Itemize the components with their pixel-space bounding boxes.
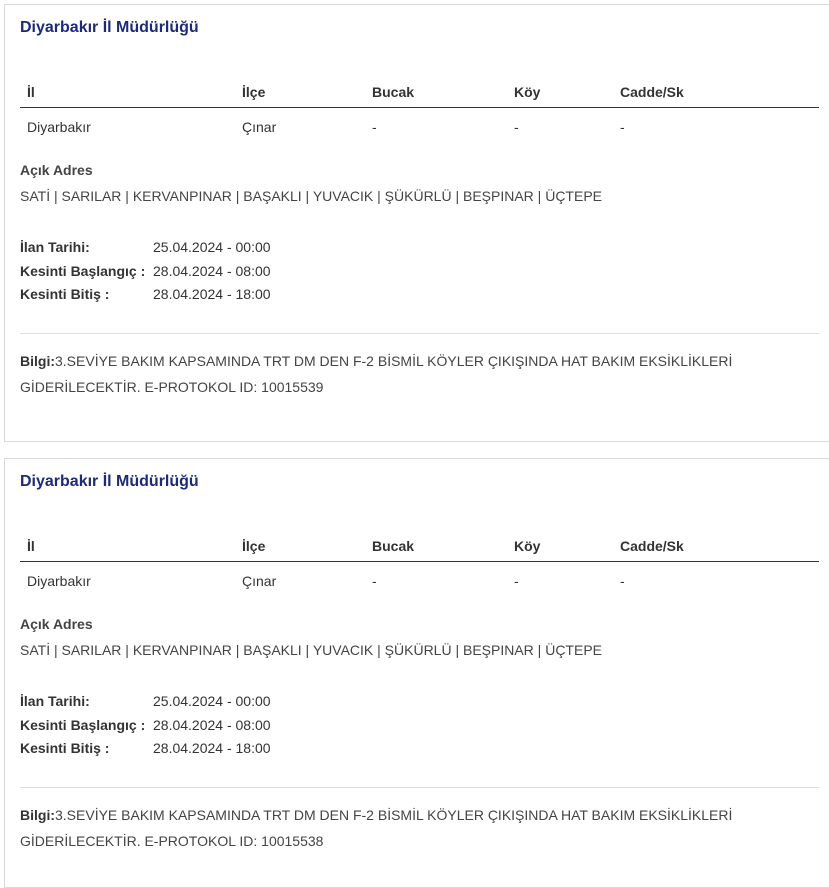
announce-date-value: 25.04.2024 - 00:00 <box>153 239 271 255</box>
outage-start-label: Kesinti Başlangıç : <box>20 716 146 733</box>
header-il: İl <box>27 84 35 100</box>
address-text: SATİ | SARILAR | KERVANPINAR | BAŞAKLI | YUVACIK | ŞÜKÜRLÜ | BEŞPINAR | ÜÇTEPE <box>20 188 602 204</box>
info-label: Bilgi: <box>20 353 55 369</box>
header-cadde: Cadde/Sk <box>620 538 684 554</box>
announce-date-value: 25.04.2024 - 00:00 <box>153 693 271 709</box>
outage-start-label: Kesinti Başlangıç : <box>20 262 146 279</box>
outage-card <box>4 458 829 888</box>
header-cadde: Cadde/Sk <box>620 84 684 100</box>
announce-date-label: İlan Tarihi: <box>20 693 90 709</box>
announce-date-label: İlan Tarihi: <box>20 239 90 255</box>
header-bucak: Bucak <box>372 84 415 100</box>
cell-ilce: Çınar <box>242 573 277 589</box>
table-row <box>20 562 819 596</box>
table-header <box>20 77 819 108</box>
outage-end-label: Kesinti Bitiş : <box>20 286 110 302</box>
header-koy: Köy <box>514 84 541 100</box>
table-row <box>20 108 819 142</box>
outage-start-value: 28.04.2024 - 08:00 <box>153 716 271 733</box>
address-text: SATİ | SARILAR | KERVANPINAR | BAŞAKLI | YUVACIK | ŞÜKÜRLÜ | BEŞPINAR | ÜÇTEPE <box>20 642 602 658</box>
header-koy: Köy <box>514 538 541 554</box>
address-label: Açık Adres <box>20 616 93 632</box>
cell-il: Diyarbakır <box>27 119 91 135</box>
cell-bucak: - <box>372 119 377 135</box>
header-ilce: İlçe <box>242 84 266 100</box>
outage-end-label: Kesinti Bitiş : <box>20 740 110 756</box>
location-table <box>20 531 819 596</box>
outage-start-value: 28.04.2024 - 08:00 <box>153 262 271 279</box>
cell-il: Diyarbakır <box>27 573 91 589</box>
info-body: 3.SEVİYE BAKIM KAPSAMINDA TRT DM DEN F-2 BİSMİL KÖYLER ÇIKIŞINDA HAT BAKIM EKSİKLİKLERİ GİDERİLECEKTİR. E-PROTOKOL ID: 10015538 <box>20 807 733 849</box>
cell-koy: - <box>514 119 519 135</box>
cell-ilce: Çınar <box>242 119 277 135</box>
info-text <box>20 348 805 400</box>
cell-bucak: - <box>372 573 377 589</box>
info-text <box>20 802 805 854</box>
cell-cadde: - <box>620 573 625 589</box>
divider <box>20 333 819 334</box>
location-table <box>20 77 819 142</box>
header-il: İl <box>27 538 35 554</box>
divider <box>20 787 819 788</box>
outage-card <box>4 4 829 442</box>
header-ilce: İlçe <box>242 538 266 554</box>
address-label: Açık Adres <box>20 162 93 178</box>
info-body: 3.SEVİYE BAKIM KAPSAMINDA TRT DM DEN F-2 BİSMİL KÖYLER ÇIKIŞINDA HAT BAKIM EKSİKLİKLERİ GİDERİLECEKTİR. E-PROTOKOL ID: 10015539 <box>20 353 733 395</box>
info-label: Bilgi: <box>20 807 55 823</box>
cell-koy: - <box>514 573 519 589</box>
header-bucak: Bucak <box>372 538 415 554</box>
card-title: Diyarbakır İl Müdürlüğü <box>20 473 199 490</box>
table-header <box>20 531 819 562</box>
card-title: Diyarbakır İl Müdürlüğü <box>20 19 199 36</box>
outage-end-value: 28.04.2024 - 18:00 <box>153 286 271 302</box>
cell-cadde: - <box>620 119 625 135</box>
outage-end-value: 28.04.2024 - 18:00 <box>153 740 271 756</box>
